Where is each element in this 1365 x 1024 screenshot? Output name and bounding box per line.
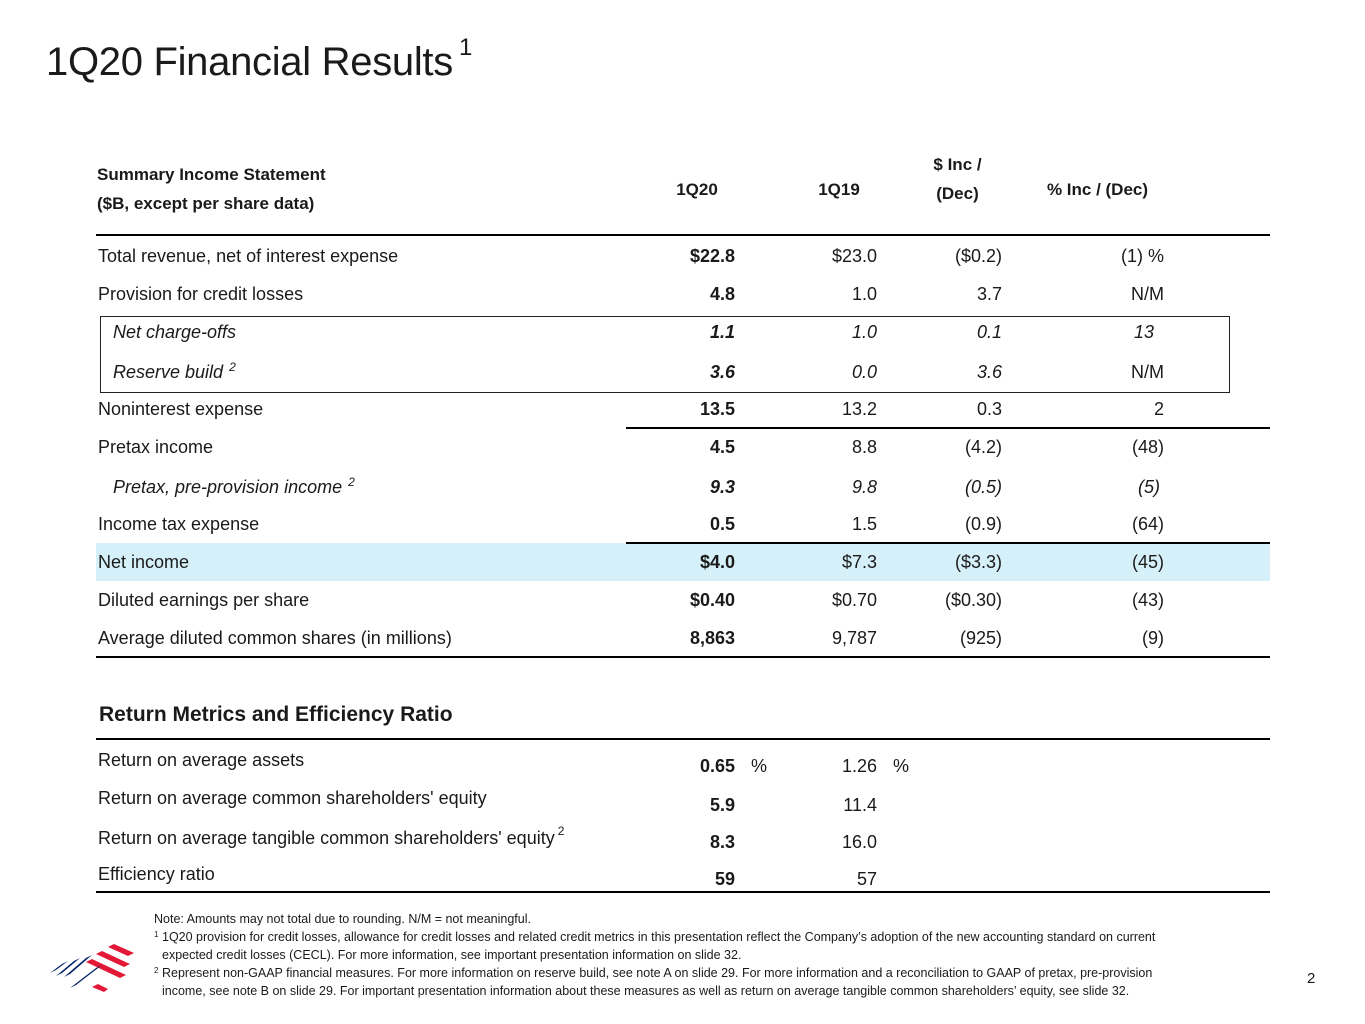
metrics-row [96, 862, 1270, 900]
column-header-1q20: 1Q20 [676, 180, 718, 199]
metrics-bottom-rule [96, 891, 1270, 893]
table-row [96, 620, 1270, 658]
value-pct: (5) [1138, 477, 1160, 497]
value-pct: N/M [1131, 362, 1164, 382]
metric-value-1q19: 57 [856, 869, 877, 889]
table-row [96, 314, 1270, 352]
value-inc: (0.5) [964, 477, 1002, 497]
value-1q19: 13.2 [841, 399, 877, 419]
value-1q19: 1.0 [851, 284, 877, 304]
value-pct: 13 [1133, 322, 1154, 342]
row-label: Noninterest expense [98, 399, 264, 419]
value-1q19: 8.8 [851, 437, 877, 457]
percent-sign: % [751, 756, 768, 776]
value-1q19: 1.5 [851, 514, 877, 534]
row-label: Net charge-offs [113, 322, 237, 342]
table-row [96, 354, 1270, 392]
footnote-mark: 2 [348, 475, 355, 489]
footnote-mark: 2 [557, 824, 565, 838]
header-line-1: Summary Income Statement [97, 165, 326, 184]
footnote-1-mark: 1 [154, 930, 159, 939]
metric-value-1q20: 59 [714, 869, 735, 889]
value-1q19: 0.0 [851, 362, 877, 382]
value-1q20: $0.40 [689, 590, 735, 610]
row-label [113, 477, 355, 498]
row-label: Income tax expense [98, 514, 260, 534]
value-1q20: 3.6 [709, 362, 735, 382]
metric-value-1q19: 1.26 [841, 756, 877, 776]
table-row [96, 506, 1270, 544]
value-inc: (4.2) [964, 437, 1002, 457]
metric-label-text: Return on average tangible common shareholders' equity [98, 828, 555, 848]
value-1q20: 13.5 [699, 399, 735, 419]
metrics-header-rule [96, 738, 1270, 740]
footnote-2-line-1: Represent non-GAAP financial measures. For more information on reserve build, see note A on slide 29. For more information and a reconciliation to GAAP of pretax, pre-provision [162, 966, 1153, 980]
row-label-text: Pretax, pre-provision income [113, 477, 343, 497]
footnote-2-mark: 2 [154, 966, 159, 975]
metric-value-1q19: 16.0 [841, 832, 877, 852]
row-label: Average diluted common shares (in millions) [98, 628, 452, 648]
value-inc: 3.7 [976, 284, 1002, 304]
metric-value-1q20: 8.3 [709, 832, 735, 852]
table-header-label [97, 160, 326, 218]
table-bottom-rule [96, 656, 1270, 658]
metric-value-1q20: 0.65 [699, 756, 735, 776]
value-1q20: 4.8 [709, 284, 735, 304]
metrics-section-title: Return Metrics and Efficiency Ratio [99, 703, 453, 726]
value-1q19: 9,787 [831, 628, 877, 648]
table-row [96, 238, 1270, 276]
metric-label: Efficiency ratio [98, 864, 215, 884]
value-1q20: $4.0 [699, 552, 735, 572]
footnote-2-line-2: income, see note B on slide 29. For important presentation information about these measures as well as return on average tangible common shareholders’ equity, see slide 32. [162, 984, 1130, 998]
metric-label: Return on average common shareholders' equity [98, 788, 487, 808]
value-inc: ($0.30) [944, 590, 1002, 610]
value-1q19: $23.0 [831, 246, 877, 266]
metrics-row [96, 786, 1270, 824]
value-pct: (64) [1131, 514, 1164, 534]
column-header-pct: % Inc / (Dec) [1046, 180, 1149, 199]
value-pct: (1) % [1120, 246, 1164, 266]
value-1q19: $7.3 [841, 552, 877, 572]
value-1q20: 8,863 [689, 628, 735, 648]
value-pct: 2 [1153, 399, 1164, 419]
value-1q19: $0.70 [831, 590, 877, 610]
metric-label: Return on average assets [98, 750, 305, 770]
note-text: Note: Amounts may not total due to rounding. N/M = not meaningful. [154, 912, 531, 926]
percent-sign: % [893, 756, 910, 776]
row-label: Provision for credit losses [98, 284, 304, 304]
row-label: Diluted earnings per share [98, 590, 310, 610]
header-line-2: ($B, except per share data) [97, 194, 315, 213]
value-inc: 3.6 [976, 362, 1002, 382]
value-inc: ($3.3) [954, 552, 1002, 572]
table-row [96, 276, 1270, 314]
page-number: 2 [1307, 970, 1316, 987]
value-pct: N/M [1131, 284, 1164, 304]
flag-logo-icon [46, 944, 136, 996]
value-1q19: 9.8 [851, 477, 877, 497]
column-header-1q19: 1Q19 [818, 180, 860, 199]
table-row [96, 469, 1270, 507]
value-1q20: 9.3 [709, 477, 735, 497]
header-rule [96, 234, 1270, 236]
metrics-row [96, 748, 1270, 786]
metric-label [98, 824, 565, 849]
metrics-row [96, 824, 1270, 862]
row-label: Total revenue, net of interest expense [98, 246, 399, 266]
col-inc-line-2: (Dec) [936, 184, 979, 203]
table-row [96, 391, 1270, 429]
value-pct: (9) [1142, 628, 1164, 648]
footnote-2 [154, 964, 1284, 1000]
value-inc: 0.3 [976, 399, 1002, 419]
title-footnote-mark: 1 [458, 34, 472, 61]
metric-value-1q19: 11.4 [843, 795, 877, 815]
value-pct: (48) [1131, 437, 1164, 457]
value-1q20: $22.8 [689, 246, 735, 266]
table-row [96, 544, 1270, 582]
row-label-text: Reserve build [113, 362, 224, 382]
value-1q19: 1.0 [851, 322, 877, 342]
value-inc: (0.9) [964, 514, 1002, 534]
value-1q20: 0.5 [709, 514, 735, 534]
column-header-inc [910, 150, 1005, 208]
footnote-1 [154, 928, 1284, 964]
row-label: Net income [98, 552, 190, 572]
value-pct: (45) [1131, 552, 1164, 572]
col-inc-line-1: $ Inc / [933, 155, 982, 174]
metric-value-1q20: 5.9 [709, 795, 735, 815]
footnote-mark: 2 [229, 360, 236, 374]
footnotes [154, 910, 1284, 1000]
value-1q20: 1.1 [709, 322, 735, 342]
page-title: 1Q20 Financial Results $^1$ [46, 34, 472, 84]
value-inc: (925) [959, 628, 1002, 648]
value-1q20: 4.5 [709, 437, 735, 457]
footnote-1-line-2: expected credit losses (CECL). For more information, see important presentation information on slide 32. [162, 948, 742, 962]
row-label [113, 362, 236, 383]
value-inc: ($0.2) [954, 246, 1002, 266]
row-label: Pretax income [98, 437, 214, 457]
table-row [96, 582, 1270, 620]
value-inc: 0.1 [976, 322, 1002, 342]
table-row [96, 429, 1270, 467]
value-pct: (43) [1131, 590, 1164, 610]
footnote-1-line-1: 1Q20 provision for credit losses, allowance for credit losses and related credit metrics in this presentation reflect the Company’s adoption of the new accounting standard on current [162, 930, 1156, 944]
